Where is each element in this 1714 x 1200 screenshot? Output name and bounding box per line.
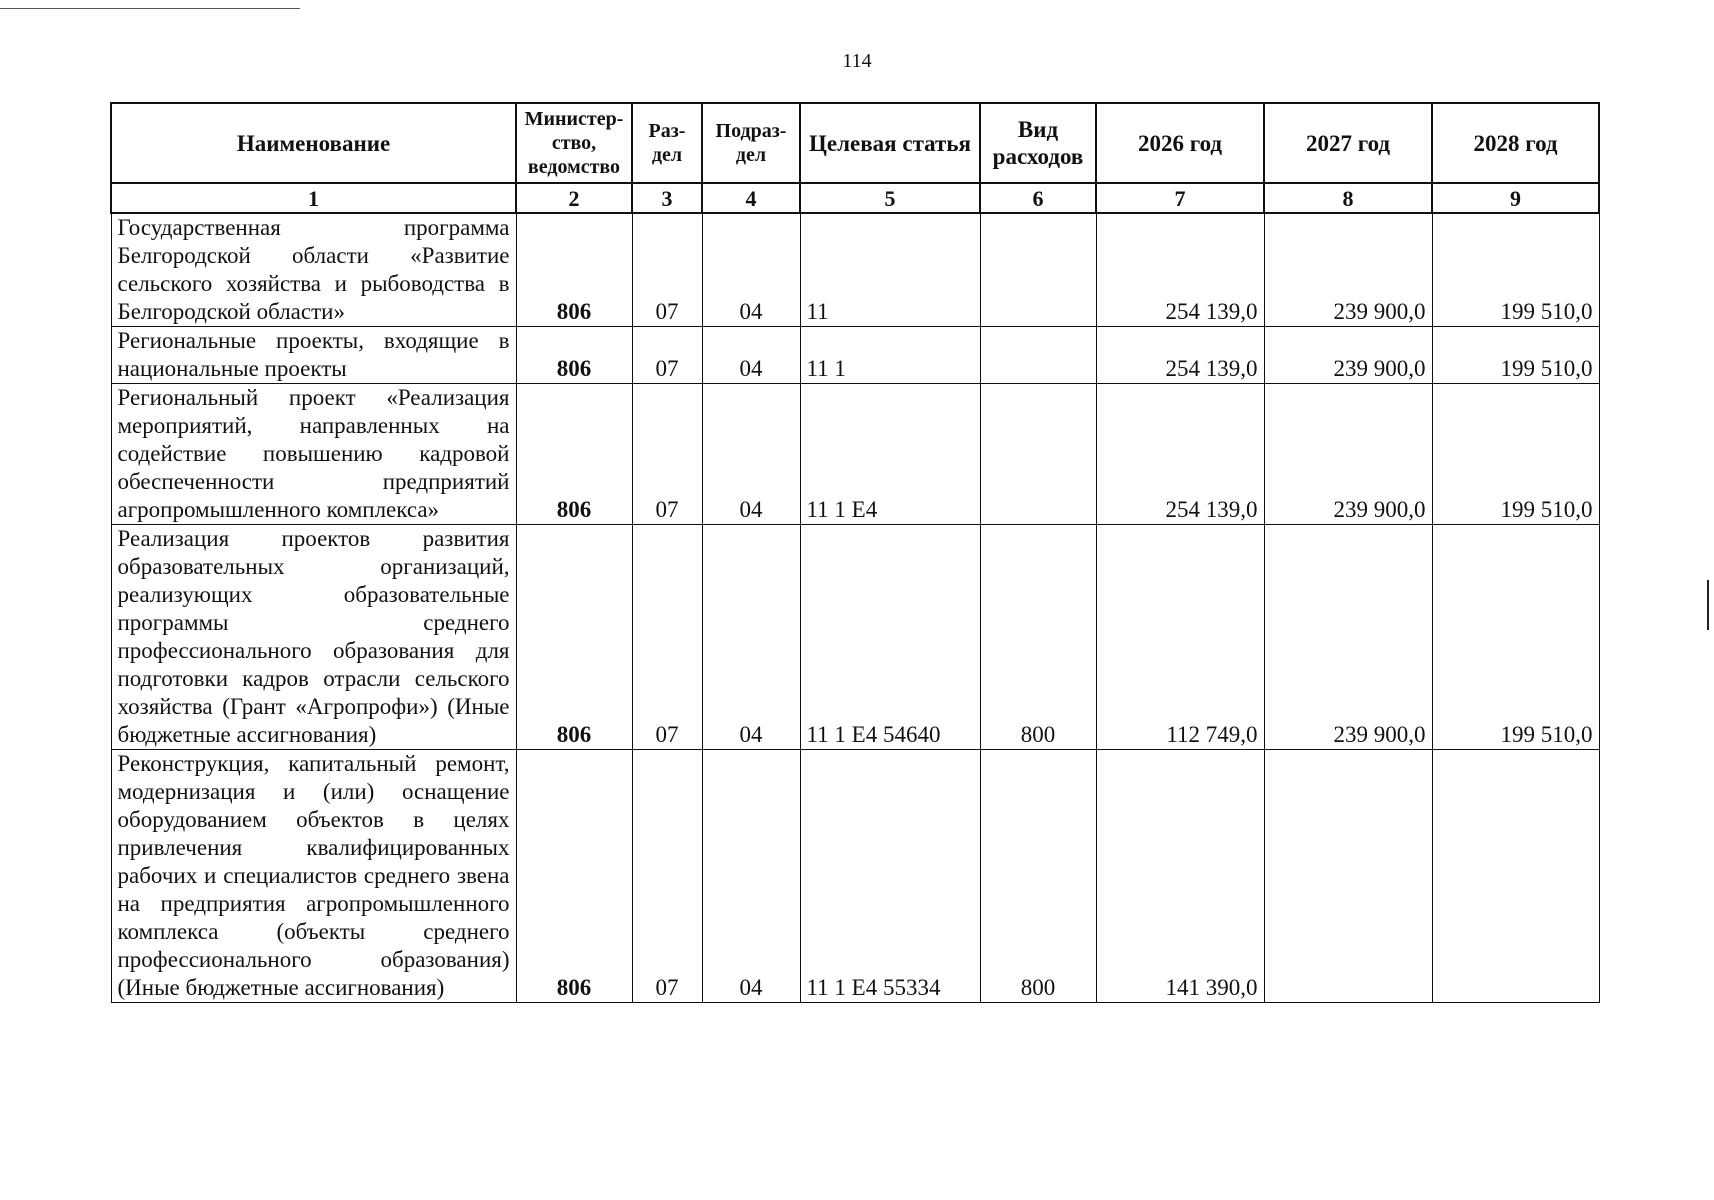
header-name: Наименование [111,103,516,183]
header-expense-type: Вид расходов [980,103,1096,183]
budget-table [110,102,1600,1003]
row-amount-2028: 199 510,0 [1432,213,1599,327]
column-number: 2 [516,183,632,213]
scan-artifact-line [0,8,300,9]
row-expense-type [980,327,1096,384]
header-ministry: Министер-ство, ведомство [516,103,632,183]
row-ministry: 806 [516,384,632,525]
row-amount-2027: 239 900,0 [1264,213,1432,327]
table-row [111,327,1599,384]
row-subsection: 04 [702,750,800,1003]
header-section: Раз-дел [632,103,702,183]
row-amount-2026: 254 139,0 [1096,213,1264,327]
header-year-2028: 2028 год [1432,103,1599,183]
table-row [111,384,1599,525]
column-number: 8 [1264,183,1432,213]
header-year-2026: 2026 год [1096,103,1264,183]
row-section: 07 [632,327,702,384]
row-ministry: 806 [516,750,632,1003]
column-number: 5 [800,183,980,213]
row-expense-type: 800 [980,525,1096,750]
row-amount-2028: 199 510,0 [1432,525,1599,750]
row-target-article: 11 1 Е4 55334 [800,750,980,1003]
column-number: 3 [632,183,702,213]
header-row [111,103,1599,183]
row-name: Региональные проекты, входящие в национальные проекты [111,327,516,384]
row-section: 07 [632,384,702,525]
row-expense-type [980,213,1096,327]
row-amount-2027 [1264,750,1432,1003]
row-amount-2028: 199 510,0 [1432,384,1599,525]
row-amount-2027: 239 900,0 [1264,384,1432,525]
row-amount-2027: 239 900,0 [1264,525,1432,750]
column-number: 1 [111,183,516,213]
row-amount-2026: 112 749,0 [1096,525,1264,750]
table-row [111,750,1599,1003]
page-number: 114 [842,50,872,72]
column-number-row [111,183,1599,213]
table-row [111,213,1599,327]
header-year-2027: 2027 год [1264,103,1432,183]
row-section: 07 [632,525,702,750]
row-name: Реализация проектов развития образовательных организаций, реализующих образовательные программы среднего профессионального образования для подготовки кадров отрасли сельского хозяйства (Грант «Агропрофи») (Иные бюджетные ассигнования) [111,525,516,750]
row-section: 07 [632,750,702,1003]
column-number: 7 [1096,183,1264,213]
row-ministry: 806 [516,327,632,384]
row-amount-2027: 239 900,0 [1264,327,1432,384]
row-subsection: 04 [702,384,800,525]
row-section: 07 [632,213,702,327]
row-expense-type: 800 [980,750,1096,1003]
row-amount-2026: 254 139,0 [1096,327,1264,384]
row-subsection: 04 [702,525,800,750]
scan-artifact-mark [1707,580,1709,630]
row-subsection: 04 [702,213,800,327]
column-number: 9 [1432,183,1599,213]
row-target-article: 11 [800,213,980,327]
row-amount-2028: 199 510,0 [1432,327,1599,384]
row-name: Государственная программа Белгородской области «Развитие сельского хозяйства и рыбоводства в Белгородской области» [111,213,516,327]
column-number: 4 [702,183,800,213]
column-number: 6 [980,183,1096,213]
row-amount-2026: 141 390,0 [1096,750,1264,1003]
row-amount-2028 [1432,750,1599,1003]
row-subsection: 04 [702,327,800,384]
row-name: Региональный проект «Реализация мероприятий, направленных на содействие повышению кадровой обеспеченности предприятий агропромышленного комплекса» [111,384,516,525]
row-target-article: 11 1 Е4 54640 [800,525,980,750]
row-target-article: 11 1 Е4 [800,384,980,525]
header-target-article: Целевая статья [800,103,980,183]
row-name: Реконструкция, капитальный ремонт, модернизация и (или) оснащение оборудованием объектов в целях привлечения квалифицированных рабочих и специалистов среднего звена на предприятия агропромышленного комплекса (объекты среднего профессионального образования) (Иные бюджетные ассигнования) [111,750,516,1003]
table-row [111,525,1599,750]
row-ministry: 806 [516,525,632,750]
header-subsection: Подраз-дел [702,103,800,183]
row-target-article: 11 1 [800,327,980,384]
row-amount-2026: 254 139,0 [1096,384,1264,525]
row-expense-type [980,384,1096,525]
row-ministry: 806 [516,213,632,327]
